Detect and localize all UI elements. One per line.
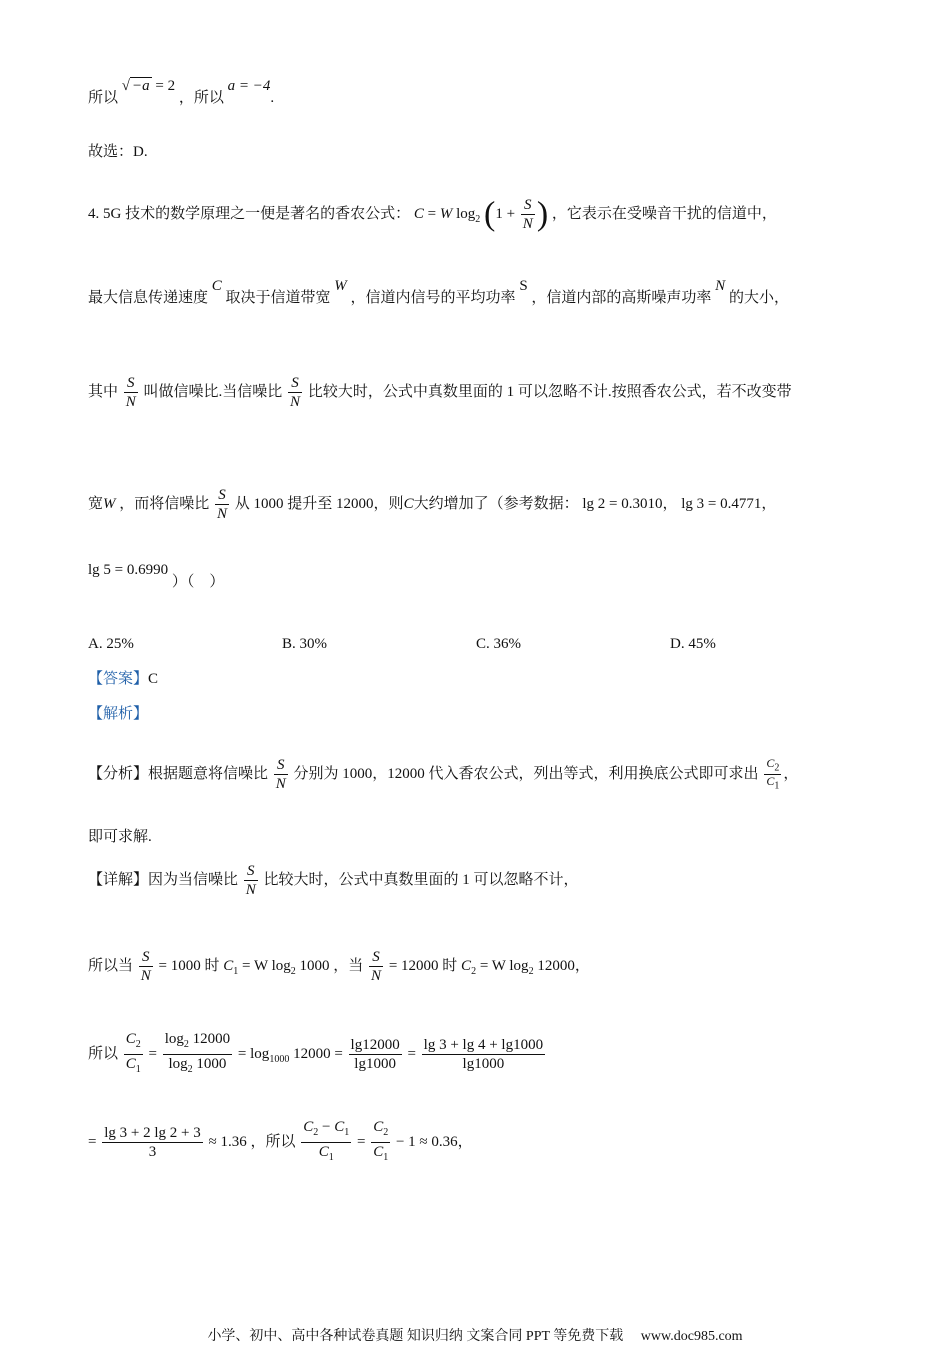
detail-line-2 [88, 946, 590, 986]
math: 2 [187, 1064, 193, 1075]
option-a: A. 25% [88, 636, 134, 652]
text: 的大小， [728, 290, 789, 306]
text: 取决于信道带宽 [225, 290, 331, 306]
math: 2 [383, 1127, 389, 1138]
text: 从 1000 提升至 12000，则 [234, 496, 404, 512]
math: C [125, 1056, 136, 1072]
math: 1 + [495, 205, 519, 222]
fraction-s-over-n [124, 374, 138, 411]
fraction-s-over-n [369, 948, 383, 985]
math: 1 [344, 1127, 350, 1138]
fraction-s-over-n [244, 862, 258, 899]
math: 2 [471, 966, 477, 977]
math: 1 [328, 1152, 334, 1163]
text: 即可求解. [88, 829, 152, 845]
math: 2 [290, 966, 296, 977]
option-b: B. 30% [282, 636, 327, 652]
paren: ) [536, 195, 549, 233]
shannon-formula: C = W $\log_2 (1$ + $\frac{S}{N}$ ) [413, 195, 549, 233]
num: lg12000 [350, 1037, 400, 1053]
math: 2 [135, 1039, 141, 1050]
answer-tag: 【答案】 [88, 671, 149, 687]
den: N [125, 394, 136, 411]
text: C [148, 671, 159, 687]
math: C [461, 958, 472, 974]
math: W [103, 496, 116, 512]
num: S [218, 487, 226, 504]
math: C [766, 774, 775, 789]
fraction-lg-ratio [349, 1036, 402, 1073]
question-4-line-3 [88, 372, 792, 412]
math: 1000 [269, 1053, 290, 1065]
math: C [334, 1119, 345, 1135]
math: a = −4 [227, 78, 271, 94]
math: lg 5 = 0.6990 [88, 562, 169, 578]
paren: ( [484, 195, 496, 233]
math: = [144, 1045, 161, 1062]
text: 时 [442, 958, 458, 974]
math: log [250, 1045, 270, 1062]
text: ， [783, 766, 799, 782]
den: N [290, 394, 301, 411]
math: W [334, 278, 347, 294]
text: 所以 [88, 1045, 119, 1062]
analysis-line [88, 754, 798, 794]
math: lg 3 = 0.4771 [681, 496, 762, 512]
math: 2 [183, 1039, 189, 1050]
text: 因为当信噪比 [148, 872, 239, 888]
num: S [247, 863, 255, 880]
question-4-line-4 [88, 484, 776, 524]
num: S [372, 949, 380, 966]
detail-line [88, 860, 579, 900]
math: C [125, 1031, 136, 1047]
fraction-s-over-n [139, 948, 153, 985]
fraction-lg-sum [422, 1036, 545, 1073]
den: N [140, 968, 151, 985]
math: = W log [476, 958, 529, 974]
num: lg 3 + 2 lg 2 + 3 [104, 1125, 201, 1141]
jiexi-tag: 【解析】 [88, 706, 149, 722]
text: 大约增加了（参考数据： [413, 496, 579, 512]
math: 1 [135, 1064, 141, 1075]
math: = [403, 1045, 420, 1062]
math: 12000 = [289, 1045, 347, 1062]
text: ， [457, 1133, 473, 1150]
fraction-s-over-n [288, 374, 302, 411]
fenxi-tag: 【分析】 [88, 766, 149, 782]
text: 根据题意将信噪比 [148, 766, 269, 782]
math: 1 [233, 966, 239, 977]
fraction [521, 196, 535, 233]
num: S [524, 197, 532, 213]
math: −a [132, 78, 150, 94]
text: 比较大时，公式中真数里面的 1 可以忽略不计， [263, 872, 579, 888]
sqrt-expression: √ −a = 2 [121, 78, 176, 94]
text: ，所以 [178, 90, 224, 106]
text: 分别为 1000，12000 代入香农公式，列出等式，利用换底公式即可求出 [293, 766, 759, 782]
xiangjie-tag: 【详解】 [88, 872, 149, 888]
math: = W log [238, 958, 291, 974]
math: C [413, 205, 424, 222]
den: N [522, 216, 533, 232]
detail-line-3 [88, 1030, 547, 1074]
math: 2 [528, 966, 534, 977]
detail-line-4 [88, 1118, 473, 1162]
option-c: C. 36% [476, 636, 521, 652]
num: S [277, 757, 285, 774]
math: ≈ 1.36 [204, 1133, 247, 1150]
math: C [318, 1144, 329, 1160]
question-4-line-2 [88, 278, 789, 308]
text: 宽 [88, 496, 104, 512]
math: 1 [774, 780, 780, 792]
text: 所以 [88, 90, 119, 106]
text: ， [662, 496, 678, 512]
text: ， [574, 958, 590, 974]
conclusion-line [88, 142, 148, 162]
fraction-c2-over-c1 [764, 757, 781, 793]
num: lg 3 + lg 4 + lg1000 [423, 1037, 544, 1053]
math: = 12000 [385, 958, 439, 974]
text: 所以当 [88, 958, 134, 974]
math: 2 [475, 213, 481, 225]
math: = [88, 1133, 101, 1150]
fraction-s-over-n [274, 756, 288, 793]
page-footer: 小学、初中、高中各种试卷真题 知识归纳 文案合同 PPT 等免费下载 www.doc985.com [207, 1329, 743, 1344]
fraction-c2-over-c1 [124, 1030, 143, 1079]
text: ，信道内部的高斯噪声功率 [531, 290, 712, 306]
math: 2 [313, 1127, 319, 1138]
math: 2 [774, 762, 780, 774]
math: = 2 [151, 78, 176, 94]
math: log [168, 1056, 188, 1072]
text: . [270, 90, 275, 106]
math: lg 2 = 0.3010 [582, 496, 663, 512]
den: N [275, 776, 286, 793]
text: 其中 [88, 384, 119, 400]
options-row [88, 634, 848, 654]
question-4-line-5 [88, 562, 225, 592]
den: lg1000 [349, 1054, 402, 1073]
math: C [373, 1144, 384, 1160]
math: − 1 ≈ 0.36 [392, 1133, 458, 1150]
math: W [439, 205, 453, 222]
text: ，信道内信号的平均功率 [350, 290, 516, 306]
jiexi-line [88, 704, 148, 724]
question-4-line-1 [88, 195, 777, 233]
math: = [234, 1045, 251, 1062]
text: 比较大时，公式中真数里面的 1 可以忽略不计.按照香农公式，若不改变带 [307, 384, 792, 400]
den: N [371, 968, 382, 985]
solution-line-1 [88, 78, 275, 108]
num: S [142, 949, 150, 966]
text: 4. 5G 技术的数学原理之一便是著名的香农公式： [88, 205, 411, 222]
math: 1 [383, 1152, 389, 1163]
math: C [303, 1119, 314, 1135]
fraction-log-ratio [163, 1030, 232, 1079]
analysis-line-2 [88, 827, 152, 847]
math: C [373, 1119, 384, 1135]
math: 1000 [192, 1056, 227, 1072]
text: 故选：D. [88, 144, 148, 160]
fraction-c-diff [301, 1118, 351, 1167]
fraction-lg-approx [102, 1124, 203, 1161]
math: log [456, 205, 476, 222]
math: C [766, 755, 775, 770]
num: S [291, 375, 299, 392]
text: ，所以 [250, 1133, 296, 1150]
math: N [715, 278, 726, 294]
math: S [519, 278, 528, 294]
text: 最大信息传递速度 [88, 290, 209, 306]
text: 叫做信噪比.当信噪比 [143, 384, 283, 400]
fraction-c2-over-c1 [371, 1118, 390, 1167]
math: 12000 [188, 1031, 231, 1047]
den: N [245, 882, 256, 899]
fraction-s-over-n [215, 486, 229, 523]
num: S [127, 375, 135, 392]
math: 12000 [533, 958, 575, 974]
text: ， [761, 496, 777, 512]
text: ，它表示在受噪音干扰的信道中， [551, 205, 777, 222]
math: C [211, 278, 222, 294]
math: log [164, 1031, 184, 1047]
den: N [217, 506, 228, 523]
option-d: D. 45% [670, 636, 716, 652]
text: ，而将信噪比 [119, 496, 210, 512]
text: 时 [204, 958, 220, 974]
den: 3 [102, 1142, 203, 1161]
math: C [403, 496, 414, 512]
math: = [353, 1133, 370, 1150]
math: C [223, 958, 234, 974]
text: ，当 [333, 958, 364, 974]
text: ）（ ） [171, 574, 225, 590]
math: − [318, 1119, 335, 1135]
den: lg1000 [422, 1054, 545, 1073]
answer-line [88, 669, 158, 689]
math: 1000 [295, 958, 330, 974]
math: = 1000 [154, 958, 201, 974]
